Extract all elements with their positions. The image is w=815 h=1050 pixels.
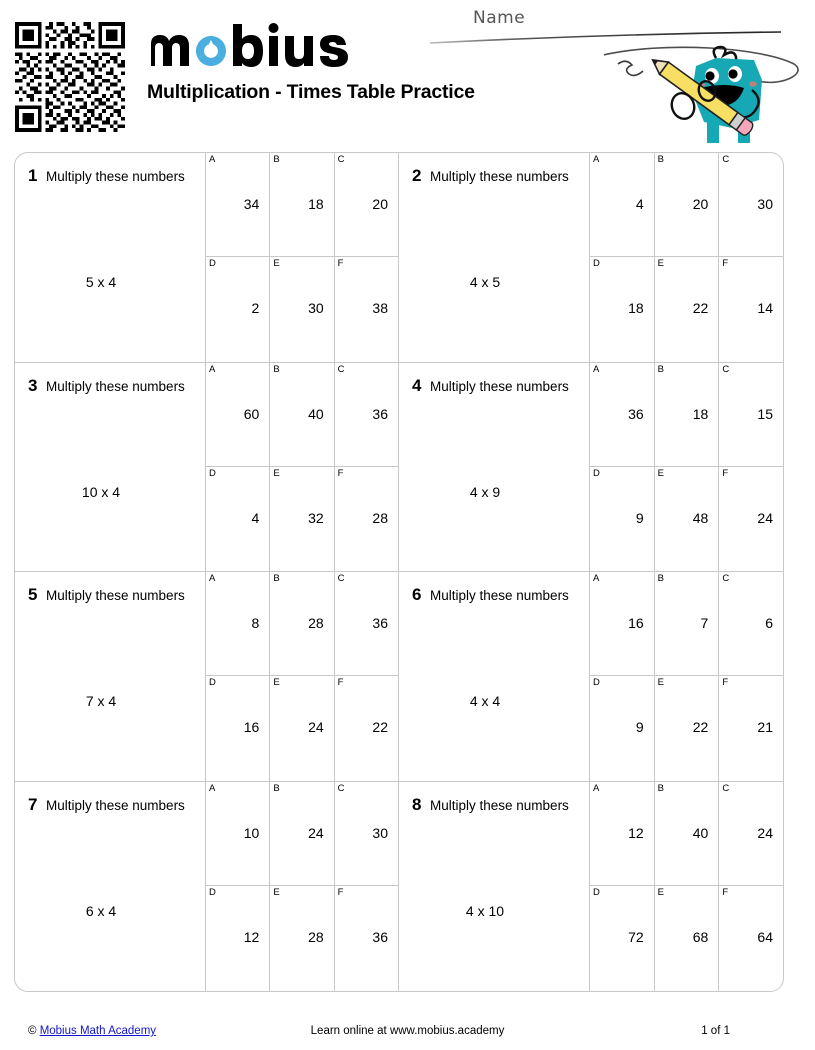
question-prompt-2 [399,153,589,362]
worksheet-panel [14,152,784,992]
answer-option-e[interactable] [269,467,333,571]
option-value: 7 [700,615,709,631]
question-expression: 4 x 4 [469,693,501,709]
answer-option-c[interactable] [718,363,783,467]
page-footer [0,1022,815,1046]
question-block-2 [399,153,783,363]
option-letter: B [273,782,280,794]
answer-option-c[interactable] [718,153,783,257]
mascot-character-icon [604,18,809,143]
answer-option-a[interactable] [205,363,269,467]
answer-option-d[interactable] [589,257,654,361]
option-value: 30 [757,196,773,212]
name-label: Name [473,8,526,28]
option-letter: D [593,887,600,899]
footer-learn-online-text: Learn online at www.mobius.academy [310,1025,505,1037]
option-letter: B [657,782,664,794]
answer-option-d[interactable] [589,886,654,991]
question-instruction: Multiply these numbers [430,588,569,603]
option-letter: A [209,573,216,584]
question-number: 7 [28,794,38,814]
option-letter: E [273,887,280,899]
option-letter: A [593,573,600,584]
question-instruction: Multiply these numbers [430,169,569,184]
option-value: 21 [757,719,773,736]
answer-option-f[interactable] [334,886,398,991]
option-letter: B [657,363,664,375]
answer-options-4 [589,363,783,572]
option-value: 32 [308,509,324,526]
answer-option-f[interactable] [718,676,783,780]
option-letter: E [657,677,664,689]
page-number: 1 of 1 [701,1025,730,1037]
question-number: 3 [28,375,38,395]
option-value: 18 [308,196,324,212]
question-block-1 [15,153,399,363]
question-number: 1 [28,166,38,185]
answer-option-b[interactable] [654,153,719,257]
answer-option-d[interactable] [205,886,269,991]
answer-option-b[interactable] [654,572,719,676]
option-letter: A [209,363,216,375]
option-value: 72 [628,929,644,946]
option-letter: B [657,154,664,165]
copyright-symbol: © [28,1025,37,1037]
question-instruction: Multiply these numbers [46,169,185,184]
answer-option-b[interactable] [269,153,333,257]
option-letter: A [593,154,600,165]
option-value: 40 [692,824,709,841]
option-letter: C [722,154,730,165]
option-value: 24 [757,509,773,526]
option-value: 30 [372,824,388,841]
option-value: 40 [308,405,324,422]
option-value: 28 [308,929,324,946]
option-value: 8 [251,615,260,631]
answer-option-d[interactable] [589,467,654,571]
answer-options-7 [205,782,398,992]
answer-option-c[interactable] [718,782,783,887]
answer-options-2 [589,153,783,362]
question-instruction: Multiply these numbers [430,378,569,394]
option-value: 16 [628,615,644,631]
option-letter: B [273,573,280,584]
option-value: 64 [757,929,773,946]
option-value: 48 [692,509,709,526]
option-value: 15 [757,405,773,422]
option-letter: F [722,887,729,899]
answer-options-1 [205,153,398,362]
answer-option-a[interactable] [205,572,269,676]
question-block-6 [399,572,783,782]
question-expression: 4 x 9 [469,483,501,500]
option-letter: E [273,467,280,479]
option-value: 22 [692,300,709,317]
answer-options-3 [205,363,398,572]
option-value: 12 [243,929,260,946]
question-expression: 5 x 4 [85,274,117,290]
answer-option-d[interactable] [205,676,269,780]
option-letter: D [593,677,600,689]
option-letter: C [722,363,730,375]
answer-option-d[interactable] [205,467,269,571]
question-instruction: Multiply these numbers [46,378,185,394]
option-value: 10 [243,824,260,841]
answer-option-d[interactable] [589,676,654,780]
answer-option-c[interactable] [334,572,398,676]
option-value: 9 [635,719,644,736]
question-prompt-7 [15,782,205,992]
answer-option-b[interactable] [269,782,333,887]
question-prompt-3 [15,363,205,572]
option-value: 28 [308,615,324,631]
question-prompt-1 [15,153,205,362]
page-header [0,0,815,143]
answer-option-e[interactable] [269,257,333,361]
brand-block [147,22,475,104]
answer-option-f[interactable] [334,467,398,571]
option-value: 36 [372,929,388,946]
option-letter: B [657,573,664,584]
option-letter: C [337,363,345,375]
option-value: 12 [628,824,644,841]
answer-option-a[interactable] [589,363,654,467]
question-expression: 4 x 5 [469,274,501,290]
option-value: 16 [243,719,260,736]
answer-option-b[interactable] [654,782,719,887]
option-value: 38 [372,300,388,317]
question-prompt-4 [399,363,589,572]
option-letter: F [337,258,344,270]
option-letter: E [657,258,664,270]
option-value: 18 [628,300,644,317]
option-letter: C [337,573,345,584]
option-letter: C [337,154,345,165]
option-letter: F [722,258,729,270]
question-instruction: Multiply these numbers [430,797,569,813]
option-letter: F [722,467,729,479]
answer-option-e[interactable] [654,676,719,780]
option-letter: D [593,258,600,270]
answer-option-a[interactable] [589,782,654,887]
option-letter: D [209,677,216,689]
answer-option-f[interactable] [334,257,398,361]
question-number: 5 [28,585,38,604]
option-value: 22 [372,719,388,736]
mobius-logo [147,22,407,72]
option-value: 28 [372,509,388,526]
option-value: 24 [308,824,324,841]
option-letter: A [593,782,600,794]
option-letter: B [273,154,280,165]
question-block-7 [15,782,399,992]
option-value: 18 [692,405,709,422]
option-value: 4 [635,196,644,212]
question-number: 8 [412,794,422,814]
option-letter: C [722,782,730,794]
option-value: 24 [308,719,324,736]
answer-option-c[interactable] [334,153,398,257]
question-number: 6 [412,585,422,604]
answer-option-a[interactable] [205,782,269,887]
answer-option-e[interactable] [654,467,719,571]
option-letter: D [593,467,600,479]
answer-option-b[interactable] [269,572,333,676]
option-letter: E [273,258,280,270]
question-prompt-8 [399,782,589,992]
question-prompt-6 [399,572,589,781]
option-value: 36 [628,405,644,422]
answer-option-c[interactable] [334,782,398,887]
question-number: 2 [412,166,422,185]
mobius-math-academy-link[interactable]: Mobius Math Academy [39,1025,157,1037]
option-letter: A [209,154,216,165]
option-letter: B [273,363,280,375]
answer-option-c[interactable] [718,572,783,676]
answer-options-8 [589,782,783,992]
option-letter: D [209,467,216,479]
option-value: 36 [372,615,388,631]
option-value: 30 [308,300,324,317]
option-letter: C [337,782,345,794]
option-value: 34 [243,196,260,212]
questions-grid [15,153,783,991]
answer-option-e[interactable] [269,886,333,991]
option-value: 9 [635,509,644,526]
option-letter: A [209,782,216,794]
question-prompt-5 [15,572,205,781]
question-block-5 [15,572,399,782]
option-letter: E [657,467,664,479]
option-letter: D [209,887,216,899]
answer-option-b[interactable] [654,363,719,467]
question-block-4 [399,363,783,573]
option-value: 36 [372,405,388,422]
question-expression: 4 x 10 [465,902,505,919]
option-letter: F [337,887,344,899]
option-value: 14 [757,300,773,317]
answer-option-d[interactable] [205,257,269,361]
answer-option-a[interactable] [205,153,269,257]
option-letter: F [337,677,344,689]
answer-option-f[interactable] [334,676,398,780]
option-letter: C [722,573,730,584]
option-letter: E [657,887,664,899]
option-value: 60 [243,405,260,422]
answer-option-e[interactable] [654,886,719,991]
option-letter: F [337,467,344,479]
answer-options-5 [205,572,398,781]
question-block-8 [399,782,783,992]
question-block-3 [15,363,399,573]
answer-option-a[interactable] [589,572,654,676]
option-letter: D [209,258,216,270]
option-value: 2 [251,300,260,317]
answer-options-6 [589,572,783,781]
answer-option-e[interactable] [269,676,333,780]
answer-option-b[interactable] [269,363,333,467]
option-value: 24 [757,824,773,841]
option-value: 22 [692,719,709,736]
option-letter: F [722,677,729,689]
answer-option-f[interactable] [718,886,783,991]
question-expression: 6 x 4 [85,902,117,919]
question-instruction: Multiply these numbers [46,588,185,603]
answer-option-f[interactable] [718,257,783,361]
question-instruction: Multiply these numbers [46,797,185,813]
answer-option-e[interactable] [654,257,719,361]
question-number: 4 [412,375,422,395]
option-letter: E [273,677,280,689]
option-value: 20 [372,196,388,212]
option-value: 4 [251,509,260,526]
worksheet-subtitle: Multiplication - Times Table Practice [147,81,475,103]
option-value: 20 [692,196,709,212]
option-letter: A [593,363,600,375]
question-expression: 7 x 4 [85,693,117,709]
question-expression: 10 x 4 [81,483,121,500]
answer-option-c[interactable] [334,363,398,467]
option-value: 68 [692,929,709,946]
answer-option-a[interactable] [589,153,654,257]
qr-code-icon [13,22,127,132]
answer-option-f[interactable] [718,467,783,571]
option-value: 6 [765,615,773,631]
